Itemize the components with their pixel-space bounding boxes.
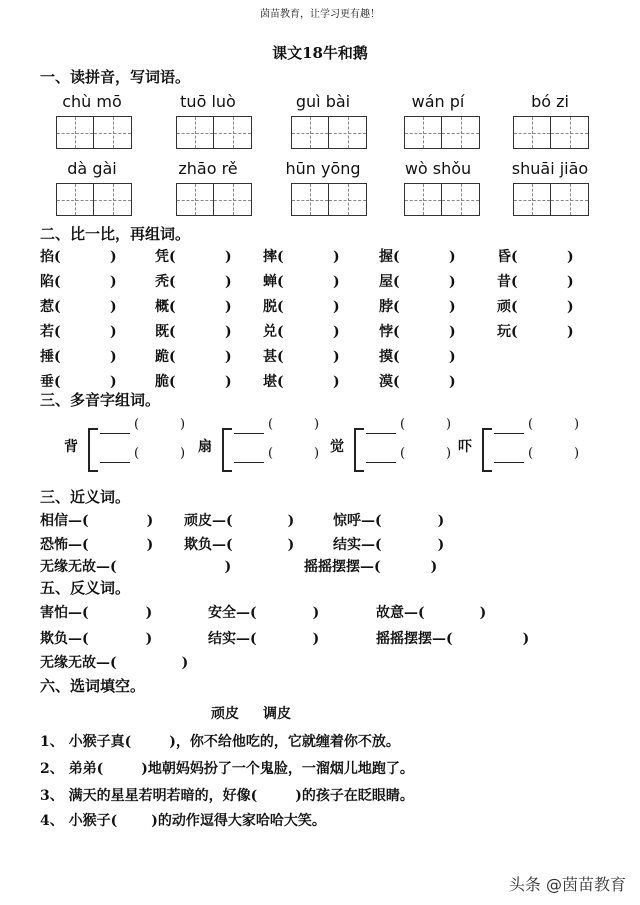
compare-char: 顽( [497,299,518,315]
polyphone-char: 吓 [458,439,472,455]
pinyin-label: chù mō [62,92,122,111]
word-pair [376,602,486,622]
word-prompt: 摇摇摆摆—( [304,559,381,575]
answer-blank[interactable]: ) [567,299,574,315]
writing-box[interactable] [513,183,589,216]
paren-open: ( [528,446,534,461]
pinyin-blank[interactable] [366,433,396,434]
answer-blank[interactable]: ) [110,274,117,290]
paren-close: ) [430,559,438,575]
compare-item [497,271,574,291]
paren-close: ) [180,417,186,432]
paren-close: ) [312,605,320,621]
answer-blank[interactable]: ) [449,299,456,315]
answer-blank[interactable]: ) [333,374,340,390]
answer-blank[interactable]: ) [449,249,456,265]
compare-char: 昔( [497,274,518,290]
word-prompt: 害怕—( [40,605,89,621]
compare-char: 凭( [155,249,176,265]
brace-bracket [88,428,98,472]
word-pair [208,602,319,622]
pinyin-label: dà gài [67,159,117,178]
brace-bracket [354,428,364,472]
compare-item [379,246,456,266]
compare-item [155,371,232,391]
word-prompt: 结实—( [333,537,382,553]
compare-item [379,271,456,291]
writing-box[interactable] [56,116,132,149]
compare-item [263,296,340,316]
answer-blank[interactable]: ) [225,324,232,340]
header-tagline: 茵苗教育，让学习更有趣！ [260,9,380,20]
pinyin-blank[interactable] [494,433,524,434]
writing-box[interactable] [404,116,480,149]
paren-open: ( [268,417,274,432]
answer-blank[interactable]: ) [110,299,117,315]
compare-item [497,296,574,316]
answer-blank[interactable]: ) [225,374,232,390]
word-pair [376,628,529,648]
fill-sentence [40,785,414,805]
compare-item [263,321,340,341]
paren-close: ) [574,446,580,461]
paren-close: ) [146,537,154,553]
paren-close: ) [314,446,320,461]
answer-blank[interactable]: ) [333,349,340,365]
pinyin-label: guì bài [295,92,351,111]
compare-item [155,246,232,266]
word-prompt: 无缘无故—( [40,655,117,671]
paren-close: ) [287,537,295,553]
answer-blank[interactable]: ) [225,249,232,265]
writing-box[interactable] [404,183,480,216]
answer-blank[interactable]: ) [449,349,456,365]
compare-char: 脆( [155,374,176,390]
compare-char: 秃( [155,274,176,290]
watermark: 头条 @茵苗教育 [508,875,626,894]
section1-heading: 一、读拼音，写词语。 [40,68,191,86]
answer-blank[interactable]: ) [567,324,574,340]
polyphone-char: 扇 [198,439,212,455]
answer-blank[interactable]: ) [225,274,232,290]
compare-char: 兑( [263,324,284,340]
pinyin-label: wò shǒu [404,159,472,178]
word-prompt: 惊呼—( [333,513,382,529]
compare-char: 悖( [379,324,400,340]
word-pair [208,628,319,648]
compare-char: 摔( [263,249,284,265]
paren-close: ) [145,605,153,621]
paren-close: ) [574,417,580,432]
compare-char: 既( [155,324,176,340]
word-prompt: 结实—( [208,631,257,647]
compare-char: 昏( [497,249,518,265]
pinyin-blank[interactable] [494,462,524,463]
compare-char: 漠( [379,374,400,390]
answer-blank[interactable]: ) [110,349,117,365]
compare-char: 垂( [40,374,61,390]
pinyin-blank[interactable] [234,433,264,434]
paren-close: ) [479,605,487,621]
answer-blank[interactable]: ) [333,274,340,290]
compare-char: 掐( [40,249,61,265]
word-prompt: 欺负—( [184,537,233,553]
page-title: 课文18牛和鹅 [272,44,368,62]
pinyin-label: wán pí [411,92,465,111]
compare-item [40,296,117,316]
polyphone-char: 背 [64,439,78,455]
sentence-end: )的动作逗得大家哈哈大笑。 [151,813,326,829]
compare-item [379,321,456,341]
paren-close: ) [446,417,452,432]
compare-char: 摸( [379,349,400,365]
compare-item [263,371,340,391]
answer-blank[interactable]: ) [110,324,117,340]
section4-heading: 三、近义词。 [40,488,131,506]
word-pair [184,510,294,530]
writing-box[interactable] [176,116,252,149]
polyphone-char: 觉 [330,439,344,455]
paren-open: ( [134,446,140,461]
paren-close: ) [437,537,445,553]
compare-char: 屋( [379,274,400,290]
section6-heading: 六、选词填空。 [40,677,146,695]
word-pair [333,534,444,554]
compare-item [40,321,117,341]
word-pair [333,510,444,530]
fill-sentence [40,731,400,751]
paren-open: ( [400,417,406,432]
answer-blank[interactable]: ) [567,274,574,290]
pinyin-blank[interactable] [100,462,130,463]
word-pair [184,534,294,554]
compare-char: 捶( [40,349,61,365]
answer-blank[interactable]: ) [225,299,232,315]
word-prompt: 无缘无故—( [40,559,117,575]
compare-item [155,271,232,291]
pinyin-label: shuāi jiāo [511,159,589,178]
compare-item [379,346,456,366]
paren-close: ) [146,513,154,529]
pinyin-label: bó zi [531,92,569,111]
writing-box[interactable] [291,116,367,149]
compare-char: 蝉( [263,274,284,290]
paren-close: ) [314,417,320,432]
compare-char: 脖( [379,299,400,315]
answer-blank[interactable]: ) [225,349,232,365]
sentence-end: )的孩子在眨眼睛。 [295,788,414,804]
paren-close: ) [145,631,153,647]
compare-item [40,271,117,291]
compare-item [263,271,340,291]
compare-item [263,346,340,366]
word-option: 调皮 [263,706,291,722]
fill-sentence [40,810,326,830]
paren-open: ( [528,417,534,432]
answer-blank[interactable]: ) [567,249,574,265]
pinyin-label: tuō luò [180,92,236,111]
word-pair [40,628,152,648]
paren-close: ) [287,513,295,529]
word-prompt: 欺负—( [40,631,89,647]
sentence-start: 2、 弟弟( [40,761,104,777]
answer-blank[interactable]: ) [333,324,340,340]
word-prompt: 恐怖—( [40,537,89,553]
writing-box[interactable] [176,183,252,216]
word-prompt: 摇摇摆摆—( [376,631,453,647]
sentence-start: 1、 小猴子真( [40,734,132,750]
sentence-start: 4、 小猴子( [40,813,118,829]
compare-char: 脱( [263,299,284,315]
compare-char: 陷( [40,274,61,290]
answer-blank[interactable]: ) [110,374,117,390]
compare-char: 玩( [497,324,518,340]
word-pair [40,534,153,554]
compare-char: 甚( [263,349,284,365]
compare-item [155,321,232,341]
compare-char: 惹( [40,299,61,315]
paren-open: ( [268,446,274,461]
paren-open: ( [134,417,140,432]
pinyin-label: hūn yōng [285,159,361,178]
writing-box[interactable] [291,183,367,216]
pinyin-blank[interactable] [366,462,396,463]
compare-item [379,296,456,316]
sentence-start: 3、 满天的星星若明若暗的，好像( [40,788,258,804]
compare-char: 若( [40,324,61,340]
word-prompt: 安全—( [208,605,257,621]
sentence-end: )，你不给他吃的，它就缠着你不放。 [169,734,400,750]
word-pair [40,556,231,576]
word-pair [40,652,188,672]
compare-item [40,371,117,391]
paren-close: ) [522,631,530,647]
answer-blank[interactable]: ) [449,274,456,290]
writing-box[interactable] [513,116,589,149]
compare-item [40,246,117,266]
compare-item [155,346,232,366]
word-prompt: 故意—( [376,605,425,621]
paren-close: ) [181,655,189,671]
paren-close: ) [224,559,232,575]
word-prompt: 顽皮—( [184,513,233,529]
compare-char: 跪( [155,349,176,365]
word-pair [304,556,437,576]
pinyin-label: zhāo rě [178,159,238,178]
pinyin-blank[interactable] [234,462,264,463]
brace-bracket [222,428,232,472]
paren-close: ) [312,631,320,647]
paren-close: ) [446,446,452,461]
word-option: 顽皮 [211,706,239,722]
compare-item [379,371,456,391]
answer-blank[interactable]: ) [449,324,456,340]
word-pair [40,602,152,622]
compare-item [497,321,574,341]
answer-blank[interactable]: ) [333,249,340,265]
compare-item [155,296,232,316]
pinyin-blank[interactable] [100,433,130,434]
word-pair [40,510,153,530]
compare-item [263,246,340,266]
answer-blank[interactable]: ) [449,374,456,390]
writing-box[interactable] [56,183,132,216]
sentence-end: )地朝妈妈扮了一个鬼脸，一溜烟儿地跑了。 [141,761,414,777]
fill-sentence [40,758,414,778]
section2-heading: 二、比一比，再组词。 [40,225,191,243]
paren-close: ) [437,513,445,529]
compare-char: 堪( [263,374,284,390]
answer-blank[interactable]: ) [110,249,117,265]
answer-blank[interactable]: ) [333,299,340,315]
compare-item [497,246,574,266]
brace-bracket [482,428,492,472]
section5-heading: 五、反义词。 [40,579,131,597]
compare-item [40,346,117,366]
paren-open: ( [400,446,406,461]
compare-char: 概( [155,299,176,315]
section3-heading: 三、多音字组词。 [40,391,161,409]
compare-char: 握( [379,249,400,265]
word-prompt: 相信—( [40,513,89,529]
paren-close: ) [180,446,186,461]
